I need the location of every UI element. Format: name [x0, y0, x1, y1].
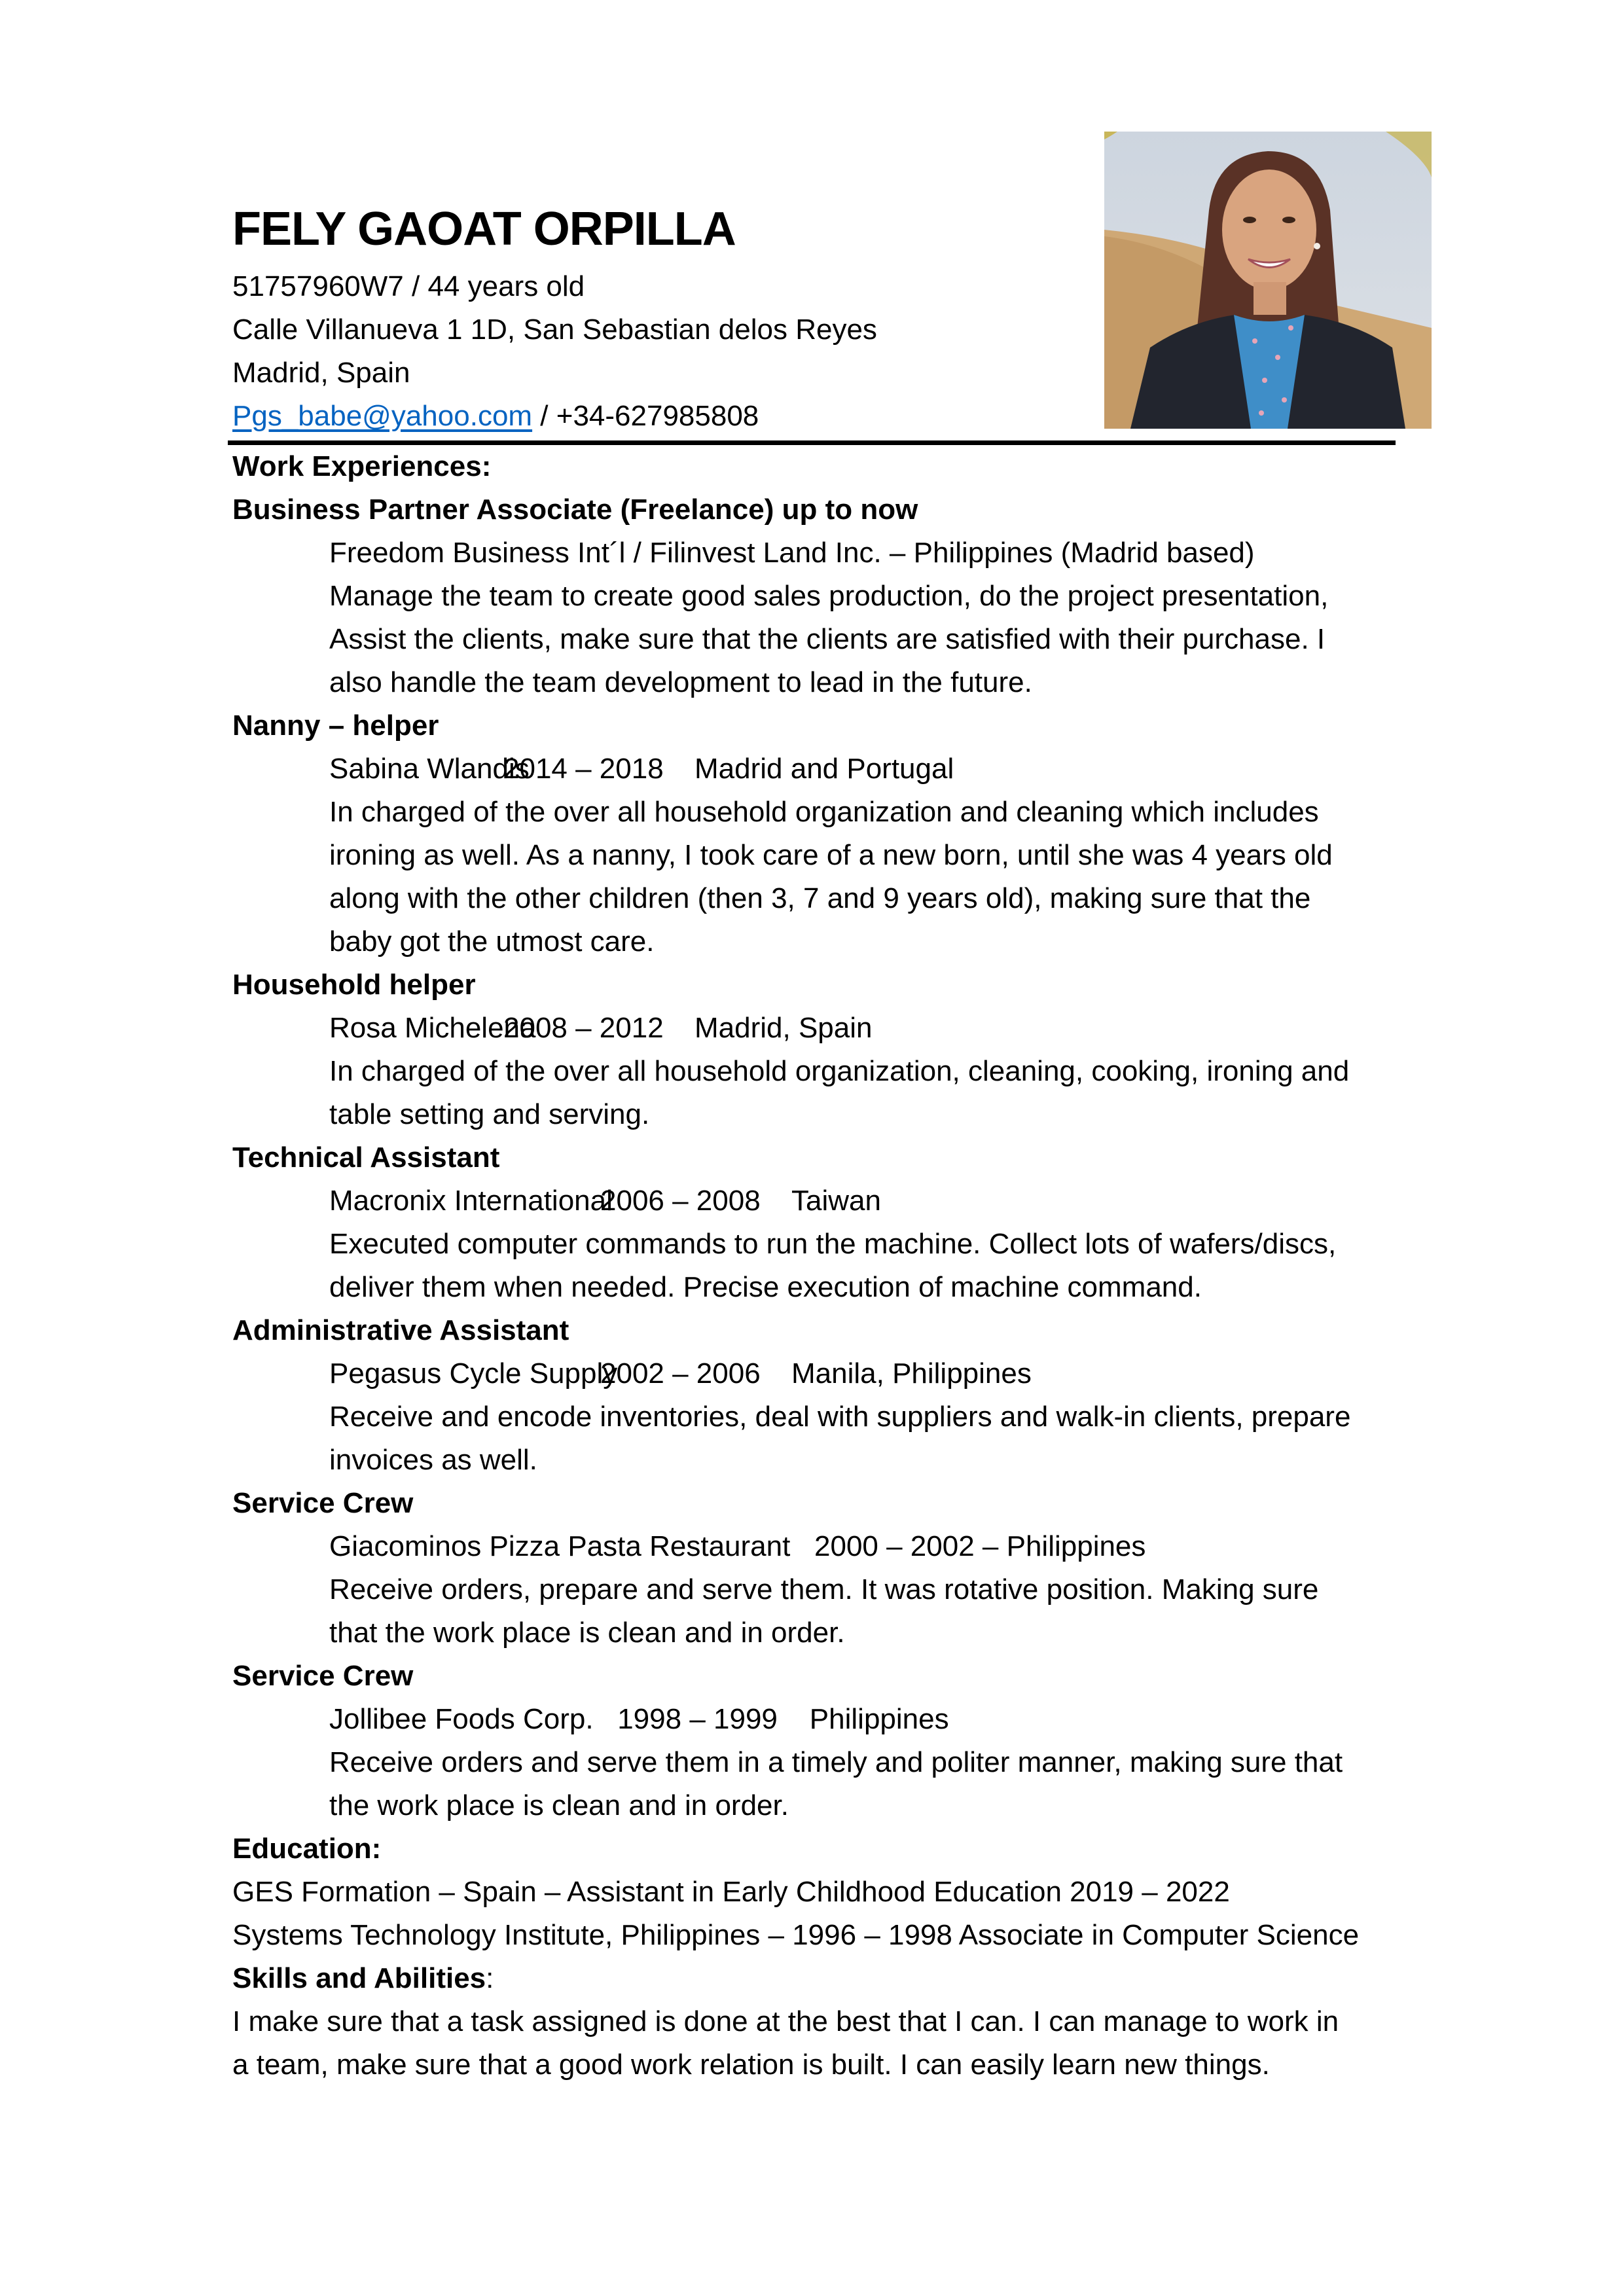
job-description-line: Assist the clients, make sure that the clients are satisfied with their purchase. I — [329, 623, 1326, 655]
job-location: Taiwan — [791, 1185, 881, 1217]
job-location: Madrid, Spain — [695, 1012, 873, 1044]
job-description-line: deliver them when needed. Precise execution of machine command. — [329, 1271, 1202, 1303]
section-heading-skills — [232, 1957, 1430, 2000]
phone-number: / +34-627985808 — [532, 400, 759, 432]
skills-section — [232, 1957, 1430, 2087]
job-description-line: In charged of the over all household organization and cleaning which includes — [329, 796, 1319, 828]
job-description-line: In charged of the over all household organization, cleaning, cooking, ironing and — [329, 1055, 1350, 1087]
email-link[interactable]: Pgs_babe@yahoo.com — [232, 400, 533, 432]
skills-heading-colon: : — [486, 1962, 494, 1994]
candidate-name: FELY GAOAT ORPILLA — [232, 203, 736, 255]
resume-body — [232, 445, 1430, 2087]
job-years: 2008 – 2012 — [503, 1012, 664, 1044]
job-description-line: along with the other children (then 3, 7 and 9 years old), making sure that the — [329, 882, 1311, 914]
resume-header — [232, 193, 1083, 438]
profile-photo — [1104, 132, 1432, 429]
job-location: Madrid and Portugal — [695, 753, 954, 785]
job-employer-meta — [232, 747, 1430, 791]
job-years: 2014 – 2018 — [503, 753, 664, 785]
work-experience-section — [232, 445, 1430, 1827]
section-heading-education: Education: — [232, 1833, 382, 1865]
job-entry — [232, 704, 1430, 963]
job-description-line: Receive and encode inventories, deal with suppliers and walk-in clients, prepare — [329, 1401, 1351, 1433]
job-employer-meta: Jollibee Foods Corp. 1998 – 1999 Philippines — [329, 1703, 949, 1735]
job-description-line: Executed computer commands to run the machine. Collect lots of wafers/discs, — [329, 1228, 1337, 1260]
education-item: GES Formation – Spain – Assistant in Early Childhood Education 2019 – 2022 — [232, 1876, 1230, 1908]
job-location: Manila, Philippines — [791, 1357, 1032, 1390]
job-years: 2006 – 2008 — [600, 1185, 761, 1217]
job-entry — [232, 1482, 1430, 1655]
education-item: Systems Technology Institute, Philippines – 1996 – 1998 Associate in Computer Science — [232, 1919, 1360, 1951]
job-description-line: Manage the team to create good sales production, do the project presentation, — [329, 580, 1329, 612]
skills-text-line: a team, make sure that a good work relation is built. I can easily learn new things. — [232, 2049, 1270, 2081]
id-and-age: 51757960W7 / 44 years old — [232, 270, 585, 302]
job-years: 2002 – 2006 — [600, 1357, 761, 1390]
address-line-2: Madrid, Spain — [232, 357, 410, 389]
job-employer: Pegasus Cycle Supply — [329, 1357, 618, 1390]
job-description-line: the work place is clean and in order. — [329, 1789, 789, 1821]
job-title: Service Crew — [232, 1487, 414, 1519]
job-title: Nanny – helper — [232, 709, 439, 742]
job-title: Administrative Assistant — [232, 1314, 569, 1346]
job-entry — [232, 963, 1430, 1136]
job-employer: Rosa Michelena — [329, 1012, 536, 1044]
job-entry — [232, 488, 1430, 704]
address-line-1: Calle Villanueva 1 1D, San Sebastian delos Reyes — [232, 314, 877, 346]
job-employer-meta: Freedom Business Int´l / Filinvest Land Inc. – Philippines (Madrid based) — [329, 537, 1255, 569]
skills-text-line: I make sure that a task assigned is done at the best that I can. I can manage to work in — [232, 2005, 1339, 2037]
education-section — [232, 1827, 1430, 1957]
job-title: Household helper — [232, 969, 476, 1001]
job-employer-meta — [232, 1179, 1430, 1223]
job-employer-meta — [232, 1352, 1430, 1395]
job-employer: Macronix International — [329, 1185, 613, 1217]
job-description-line: table setting and serving. — [329, 1098, 650, 1130]
job-entry — [232, 1655, 1430, 1827]
header-divider — [228, 440, 1396, 445]
skills-heading-text: Skills and Abilities — [232, 1962, 486, 1994]
job-description-line: also handle the team development to lead in the future. — [329, 666, 1032, 698]
section-heading-work: Work Experiences: — [232, 450, 492, 482]
job-description-line: Receive orders, prepare and serve them. It was rotative position. Making sure — [329, 1573, 1319, 1605]
job-description-line: ironing as well. As a nanny, I took care of a new born, until she was 4 years old — [329, 839, 1333, 871]
job-entry — [232, 1309, 1430, 1482]
job-description-line: that the work place is clean and in order. — [329, 1617, 845, 1649]
job-title: Technical Assistant — [232, 1141, 500, 1174]
portrait-illustration-icon — [1104, 132, 1432, 429]
job-description-line: Receive orders and serve them in a timely and politer manner, making sure that — [329, 1746, 1343, 1778]
job-entry — [232, 1136, 1430, 1309]
job-description-line: invoices as well. — [329, 1444, 537, 1476]
job-title: Service Crew — [232, 1660, 414, 1692]
job-title: Business Partner Associate (Freelance) up to now — [232, 493, 918, 526]
email-phone-line — [232, 395, 1083, 438]
job-description-line: baby got the utmost care. — [329, 925, 655, 958]
job-employer-meta — [232, 1007, 1430, 1050]
job-employer: Sabina Wlandis — [329, 753, 530, 785]
job-employer-meta: Giacominos Pizza Pasta Restaurant 2000 – 2002 – Philippines — [329, 1530, 1146, 1562]
